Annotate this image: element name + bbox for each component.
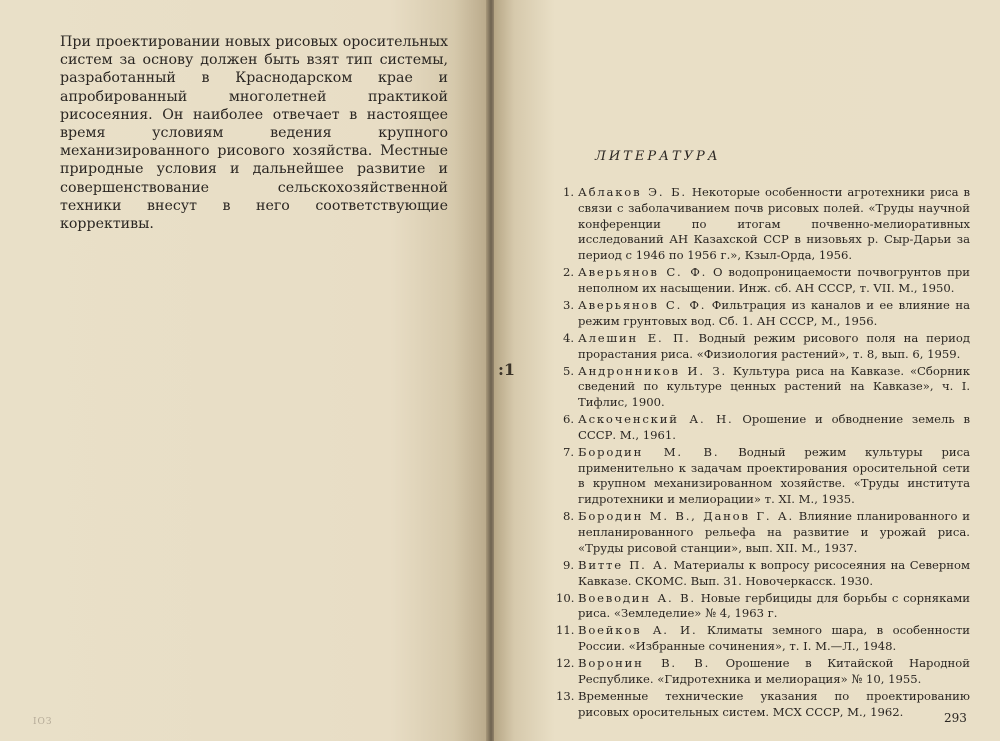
bibliography-heading: ЛИТЕРАТУРА: [595, 149, 721, 164]
reference-text: Некоторые особенности агротехники риса в связи с заболачиванием почв рисовых полей. «Труды научной конференции по итогам почвенно-мелиоративных исследований АН Казахской ССР в низовьях р. Сыр-Дарьи за период с 1946 по 1956 г.», Кзыл-Орда, 1956.: [578, 185, 971, 263]
reference-number: 7.: [562, 444, 574, 459]
reference-number: 9.: [562, 557, 574, 572]
reference-item: [556, 623, 970, 655]
reference-number: 2.: [562, 265, 574, 280]
reference-item: [556, 558, 970, 590]
reference-number: 3.: [562, 297, 574, 312]
reference-item: [556, 689, 970, 721]
reference-number: 11.: [556, 623, 575, 638]
reference-author: Алешин Е. П.: [578, 330, 691, 345]
reference-text: Временные технические указания по проектированию рисовых оросительных систем. МСХ СССР, М., 1962.: [578, 688, 970, 719]
reference-list: [556, 185, 970, 722]
reference-number: 5.: [562, 363, 574, 378]
reference-item: [556, 298, 970, 330]
reference-author: Воронин В. В.: [578, 656, 711, 671]
reference-item: [556, 509, 970, 556]
body-text-block: [60, 33, 448, 233]
page-number: 293: [944, 711, 967, 725]
reference-number: 6.: [562, 412, 574, 427]
reference-text: Фильтрация из каналов и ее влияние на режим грунтовых вод. Сб. 1. АН СССР, М., 1956.: [578, 297, 970, 328]
reference-text: Новые гербициды для борьбы с сорняками риса. «Земледелие» № 4, 1963 г.: [578, 590, 970, 621]
reference-text: Орошение в Китайской Народной Республике. «Гидротехника и мелиорация» № 10, 1955.: [578, 656, 970, 686]
reference-text: Водный режим культуры риса применительно к задачам проектирования оросительной сети в крупном механизированном хозяйстве. «Труды института гидротехники и мелиорации» т. XI. М., 1935.: [578, 444, 970, 507]
reference-number: 12.: [556, 656, 575, 671]
reference-item: [556, 185, 970, 264]
reference-number: 4.: [562, 330, 574, 345]
reference-text: О водопроницаемости почвогрунтов при неполном их насыщении. Инж. сб. АН СССР, т. VII. М., 1950.: [578, 265, 971, 295]
reference-text: Климаты земного шара, в особенности России. «Избранные сочинения», т. I. М.—Л., 1948.: [578, 623, 971, 654]
reference-author: Аверьянов С. Ф.: [578, 297, 707, 312]
reference-number: 10.: [556, 590, 575, 605]
reference-item: [556, 591, 970, 623]
reference-item: [556, 331, 970, 363]
reference-number: 13.: [556, 688, 575, 703]
reference-number: 8.: [562, 509, 574, 524]
reference-author: Воейков А. И.: [578, 623, 698, 638]
reference-author: Витте П. А.: [578, 557, 670, 572]
reference-author: Аскоченский А. Н.: [578, 412, 734, 427]
margin-mark: :1: [498, 360, 516, 379]
reference-text: Материалы к вопросу рисосеяния на Северном Кавказе. СКОМС. Вып. 31. Новочеркасск. 1930.: [578, 557, 970, 588]
body-paragraph: При проектировании новых рисовых оросительных систем за основу должен быть взят тип системы, разработанный в Краснодарском крае и апробированный многолетней практикой рисосеяния. Он наиболее отвечает в настоящее время условиям ведения крупного механизированного рисового хозяйства. Местные природные условия и дальнейшее развитие и совершенствование сельскохозяйственной техники внесут в него соответствующие коррективы.: [60, 34, 448, 233]
reference-number: 1.: [562, 185, 574, 199]
reference-author: Аверьянов С. Ф.: [578, 265, 708, 280]
corner-mark: ІОЗ: [33, 717, 53, 727]
reference-author: Андронников И. З.: [578, 363, 727, 378]
reference-text: Влияние планированного и непланированного рельефа на развитие и урожай риса. «Труды рисовой станции», вып. XII. М., 1937.: [578, 509, 970, 555]
reference-item: [556, 364, 970, 411]
reference-item: [556, 656, 970, 688]
left-page: [0, 0, 488, 741]
reference-item: [556, 265, 970, 297]
reference-author: Бородин М. В.: [578, 444, 720, 459]
reference-author: Аблаков Э. Б.: [578, 185, 687, 199]
reference-author: Бородин М. В., Данов Г. А.: [578, 509, 794, 524]
reference-author: Воеводин А. В.: [578, 590, 696, 605]
reference-text: Водный режим рисового поля на период прорастания риса. «Физиология растений», т. 8, вып. 6, 1959.: [578, 330, 970, 361]
reference-text: Орошение и обводнение земель в СССР. М., 1961.: [578, 412, 971, 442]
reference-item: [556, 445, 970, 508]
reference-item: [556, 412, 970, 444]
reference-text: Культура риса на Кавказе. «Сборник сведений по культуре ценных растений на Кавказе», ч. I. Тифлис, 1900.: [578, 363, 970, 410]
